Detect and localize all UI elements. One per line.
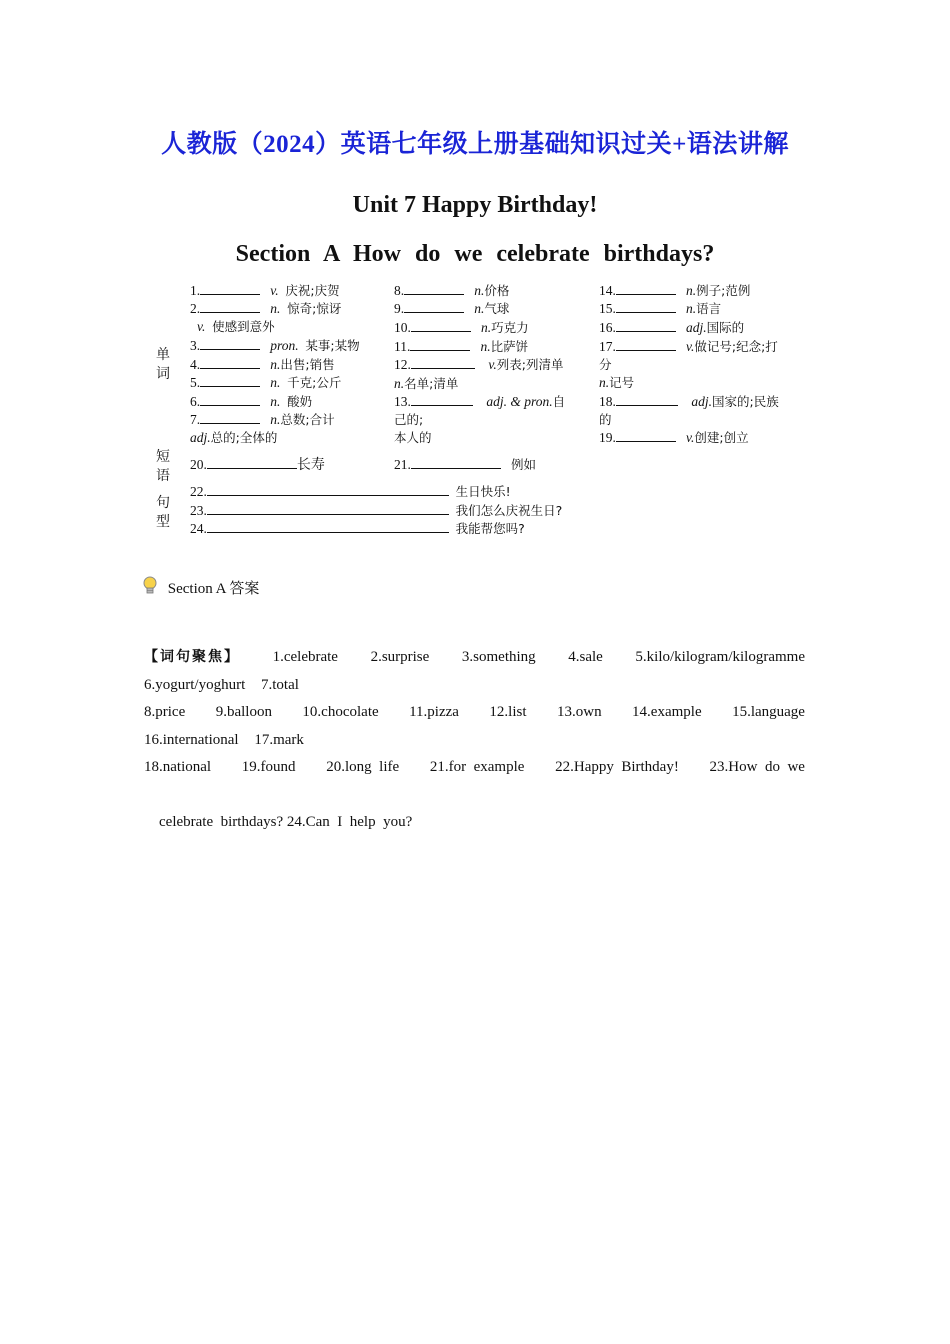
word-meaning: 某事;某物 <box>305 338 360 353</box>
answer-blank[interactable] <box>411 319 471 332</box>
answer-blank[interactable] <box>200 356 260 369</box>
word-item <box>599 282 750 300</box>
answer: 23.How do we <box>709 759 805 775</box>
answer: 1.celebrate <box>272 649 338 665</box>
answer-blank[interactable] <box>200 282 260 295</box>
item-number: 9. <box>394 301 405 316</box>
part-of-speech: n. <box>270 301 281 316</box>
word-meaning: 做记号;纪念;打 <box>694 339 778 354</box>
answer-line <box>144 754 805 782</box>
category-words <box>150 346 176 384</box>
word-item-continued <box>394 375 458 393</box>
item-number: 20. <box>190 457 207 472</box>
category-sentences-label: 句型 <box>156 495 170 530</box>
word-meaning: 创建;创立 <box>694 430 749 445</box>
item-number: 17. <box>599 339 616 354</box>
word-meaning: 国家的;民族 <box>712 394 779 409</box>
answer-label: 【词句聚焦】 <box>144 649 240 665</box>
answer-blank[interactable] <box>410 338 470 351</box>
word-item-continued <box>190 429 277 447</box>
word-meaning: 名单;清单 <box>404 376 459 391</box>
word-meaning: 庆祝;庆贺 <box>285 283 340 298</box>
sentence-meaning: 生日快乐! <box>455 484 511 499</box>
section-heading: Section A How do we celebrate birthdays? <box>235 241 715 267</box>
item-number: 13. <box>394 394 411 409</box>
word-item-continued <box>394 411 423 429</box>
sentence-meaning: 我能帮您吗? <box>455 521 525 536</box>
item-number: 12. <box>394 357 411 372</box>
part-of-speech: v. <box>270 283 279 298</box>
phrase-item <box>190 456 325 474</box>
part-of-speech: adj. <box>190 430 211 445</box>
word-item <box>190 300 341 318</box>
part-of-speech: n. <box>394 376 405 391</box>
part-of-speech: n. <box>474 283 485 298</box>
answer: 12.list <box>489 704 527 720</box>
word-meaning: 千克;公斤 <box>287 375 342 390</box>
answer: 24.Can I help you? <box>286 814 413 830</box>
answer-blank[interactable] <box>411 356 475 369</box>
answer: 20.long life <box>326 759 400 775</box>
answer: 9.balloon <box>215 704 272 720</box>
item-number: 8. <box>394 283 405 298</box>
answer: 22.Happy Birthday! <box>555 759 679 775</box>
answer-line <box>144 727 805 755</box>
item-number: 16. <box>599 320 616 335</box>
item-number: 2. <box>190 301 201 316</box>
word-item <box>394 300 509 318</box>
item-number: 15. <box>599 301 616 316</box>
category-phrases-label: 短语 <box>156 449 170 484</box>
answer-line <box>144 644 805 672</box>
item-number: 3. <box>190 338 201 353</box>
answer-blank[interactable] <box>404 300 464 313</box>
phrase-meaning: 例如 <box>511 457 537 472</box>
word-meaning: 使感到意外 <box>212 319 275 334</box>
sentence-item <box>190 520 525 538</box>
answer-blank[interactable] <box>207 483 449 496</box>
item-number: 24. <box>190 521 207 536</box>
word-meaning: 气球 <box>484 301 510 316</box>
answer: 7.total <box>261 676 299 693</box>
word-item <box>190 393 312 411</box>
word-meaning: 本人的 <box>394 430 432 445</box>
word-item <box>190 411 335 429</box>
lightbulb-icon <box>142 581 168 597</box>
answer-blank[interactable] <box>207 502 449 515</box>
word-meaning: 国际的 <box>706 320 745 335</box>
sentence-meaning: 我们怎么庆祝生日? <box>455 503 563 518</box>
word-meaning: 巧克力 <box>491 320 529 335</box>
answer-blank[interactable] <box>200 300 260 313</box>
part-of-speech: n. <box>270 394 281 409</box>
part-of-speech: n. <box>599 375 610 390</box>
part-of-speech: adj. & pron. <box>486 394 553 409</box>
item-number: 1. <box>190 283 201 298</box>
answer: 17.mark <box>254 731 304 748</box>
word-item <box>190 337 360 355</box>
answer: 5.kilo/kilogram/kilogramme <box>635 649 805 665</box>
item-number: 21. <box>394 457 411 472</box>
answer-line <box>144 672 805 700</box>
word-item <box>394 393 565 411</box>
part-of-speech: n. <box>270 375 281 390</box>
part-of-speech: n. <box>270 357 281 372</box>
answer-line <box>144 699 805 727</box>
sentence-item <box>190 483 511 501</box>
item-number: 4. <box>190 357 201 372</box>
word-meaning: 语言 <box>696 301 722 316</box>
answer: 21.for example <box>429 759 525 775</box>
item-number: 10. <box>394 320 411 335</box>
answer-blank[interactable] <box>616 429 676 442</box>
category-sentences <box>150 494 176 532</box>
answer-blank[interactable] <box>411 456 501 469</box>
part-of-speech: n. <box>481 320 492 335</box>
item-number: 6. <box>190 394 201 409</box>
word-item-continued <box>599 374 634 392</box>
word-item <box>599 338 778 356</box>
word-item <box>394 282 509 300</box>
word-item-continued <box>394 429 432 447</box>
item-number: 19. <box>599 430 616 445</box>
answer-blank[interactable] <box>207 520 449 533</box>
part-of-speech: v. <box>686 339 695 354</box>
word-item <box>190 282 340 300</box>
answer-heading-text: Section A 答案 <box>167 581 260 597</box>
word-meaning: 例子;范例 <box>696 283 751 298</box>
answer-blank[interactable] <box>404 282 464 295</box>
answer-blank[interactable] <box>200 411 260 424</box>
answer: 11.pizza <box>409 704 459 720</box>
phrase-item <box>394 456 536 474</box>
answer-blank[interactable] <box>616 393 678 406</box>
answer: 2.surprise <box>370 649 430 665</box>
category-words-label: 单词 <box>156 347 170 382</box>
word-meaning: 比萨饼 <box>490 339 529 354</box>
answer-line <box>144 782 805 865</box>
answer-blank[interactable] <box>616 300 676 313</box>
answer: 4.sale <box>568 649 603 665</box>
part-of-speech: n. <box>686 283 697 298</box>
phrase-meaning: 长寿 <box>296 457 325 473</box>
part-of-speech: n. <box>480 339 491 354</box>
answer-blank[interactable] <box>616 282 676 295</box>
word-meaning: 出售;销售 <box>280 357 335 372</box>
answer-blank[interactable] <box>207 456 297 469</box>
word-meaning: 价格 <box>484 283 510 298</box>
item-number: 23. <box>190 503 207 518</box>
word-item-continued <box>197 318 275 336</box>
word-meaning: 的 <box>599 412 612 427</box>
answer: 8.price <box>144 704 186 720</box>
word-item <box>394 319 529 337</box>
word-item <box>394 338 528 356</box>
answer: celebrate birthdays? <box>159 814 284 830</box>
answer-key <box>144 644 805 864</box>
word-item <box>599 393 779 411</box>
word-item <box>599 429 749 447</box>
word-meaning: 总的;全体的 <box>210 430 278 445</box>
part-of-speech: v. <box>686 430 695 445</box>
word-item <box>190 374 341 392</box>
answer: 3.something <box>461 649 536 665</box>
word-meaning: 酸奶 <box>287 394 313 409</box>
answer-blank[interactable] <box>411 393 473 406</box>
answer: 18.national <box>144 759 212 775</box>
word-item <box>599 319 744 337</box>
sentence-item <box>190 502 562 520</box>
answer-blank[interactable] <box>200 374 260 387</box>
word-item <box>190 356 335 374</box>
part-of-speech: v. <box>197 319 206 334</box>
unit-heading: Unit 7 Happy Birthday! <box>352 192 598 218</box>
word-item-continued <box>599 411 612 429</box>
word-meaning: 记号 <box>609 375 635 390</box>
answer: 14.example <box>632 704 702 720</box>
word-meaning: 己的; <box>394 412 424 427</box>
part-of-speech: n. <box>474 301 485 316</box>
word-meaning: 列表;列清单 <box>496 357 564 372</box>
item-number: 7. <box>190 412 201 427</box>
part-of-speech: adj. <box>691 394 713 409</box>
item-number: 5. <box>190 375 201 390</box>
answer-blank[interactable] <box>200 393 260 406</box>
answer: 10.chocolate <box>302 704 379 720</box>
word-item <box>599 300 721 318</box>
item-number: 18. <box>599 394 616 409</box>
word-meaning: 自 <box>552 394 566 409</box>
answer: 16.international <box>144 731 239 748</box>
document-title: 人教版（2024）英语七年级上册基础知识过关+语法讲解 <box>161 131 789 158</box>
part-of-speech: n. <box>270 412 281 427</box>
word-meaning: 惊奇;惊讶 <box>287 301 342 316</box>
item-number: 11. <box>394 339 411 354</box>
category-phrases <box>150 448 176 486</box>
word-item <box>394 356 563 374</box>
item-number: 14. <box>599 283 616 298</box>
answer-blank[interactable] <box>616 338 676 351</box>
answer-blank[interactable] <box>616 319 676 332</box>
item-number: 22. <box>190 484 207 499</box>
part-of-speech: n. <box>686 301 697 316</box>
part-of-speech: pron. <box>270 338 299 353</box>
answer: 6.yogurt/yoghurt <box>144 676 246 693</box>
word-item-continued <box>599 356 612 374</box>
answer: 19.found <box>241 759 296 775</box>
part-of-speech: v. <box>488 357 497 372</box>
part-of-speech: adj. <box>686 320 707 335</box>
word-meaning: 总数;合计 <box>280 412 335 427</box>
answer-heading <box>142 576 259 599</box>
word-meaning: 分 <box>599 357 612 372</box>
answer: 15.language <box>732 704 805 720</box>
answer-blank[interactable] <box>200 337 260 350</box>
answer: 13.own <box>556 704 602 720</box>
